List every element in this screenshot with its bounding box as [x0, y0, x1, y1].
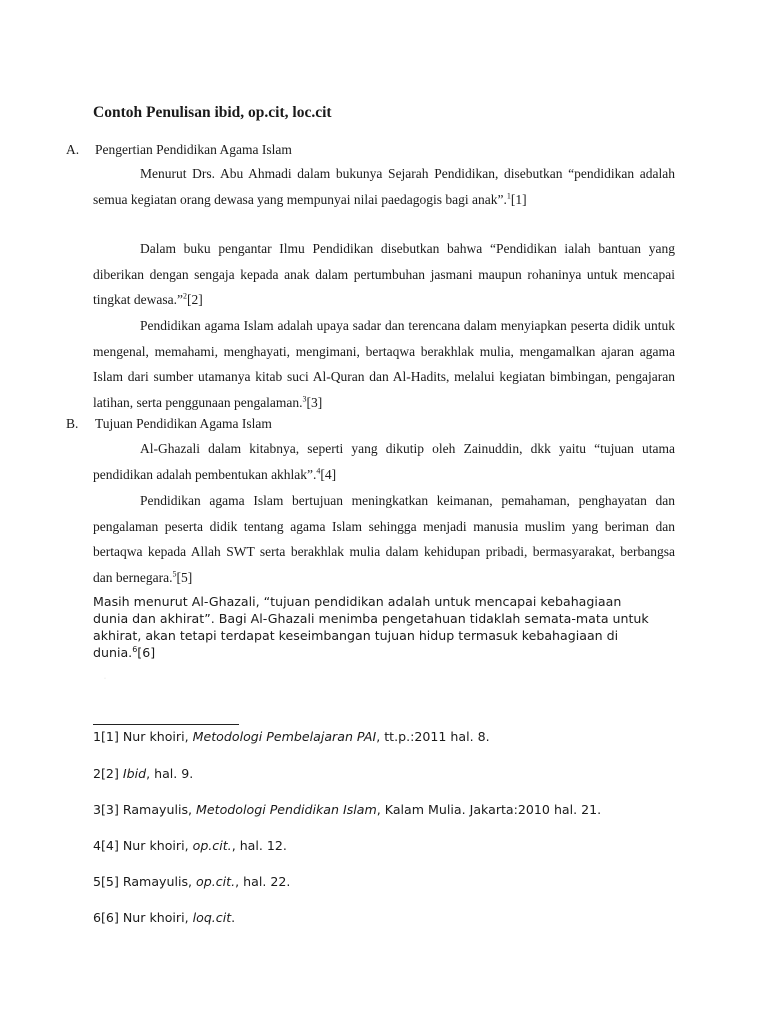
footnote-rest: . [231, 910, 236, 925]
footnote-backlink[interactable]: [2] [101, 766, 119, 781]
footnote-backlink[interactable]: [1] [101, 729, 119, 744]
footnote-link[interactable]: [3] [306, 394, 323, 410]
footnote-separator [93, 724, 239, 725]
footnote-author: Nur khoiri, [118, 838, 193, 853]
footnote-rest: , tt.p.:2011 hal. 8. [376, 729, 490, 744]
footnote-number: 1 [93, 729, 102, 744]
paragraph [93, 488, 675, 590]
footnote-backlink[interactable]: [5] [101, 874, 119, 889]
paragraph [93, 161, 675, 212]
footnote-author: Ramayulis, [118, 802, 197, 817]
footnote-title: loq.cit [192, 910, 232, 925]
footnote-link[interactable]: [1] [510, 191, 527, 207]
footnote-rest: , hal. 22. [235, 874, 291, 889]
footnote-marker: 3 [302, 394, 307, 403]
paragraph [93, 313, 675, 415]
footnote-title: Metodologi Pembelajaran PAI [192, 729, 377, 744]
paragraph-text: Pendidikan agama Islam bertujuan meningkatkan keimanan, pemahaman, penghayatan dan pengalaman peserta didik tentang agama Islam sehingga menjadi manusia muslim yang beriman dan bertaqwa kepada Allah SWT serta berakhlak mulia dalam kehidupan pribadi, bermasyarakat, berbangsa dan bernegara. [93, 493, 675, 585]
footnote-author: Nur khoiri, [118, 910, 193, 925]
footnote-link[interactable]: [6] [137, 645, 156, 660]
footnote-backlink[interactable]: [3] [101, 802, 119, 817]
footnote-marker: 4 [316, 466, 321, 475]
footnote-1 [93, 729, 490, 744]
paragraph-text: Pendidikan agama Islam adalah upaya sadar dan terencana dalam menyiapkan peserta didik untuk mengenal, memahami, menghayati, mengimani, bertaqwa berakhlak mulia, mengamalkan ajaran agama Islam dari sumber utamanya kitab suci Al-Quran dan Al-Hadits, melalui kegiatan bimbingan, pengajaran latihan, serta penggunaan pengalaman. [93, 318, 675, 410]
footnote-number: 3 [93, 802, 102, 817]
footnote-rest: , hal. 9. [146, 766, 194, 781]
paragraph-extra [93, 593, 653, 661]
footnote-number: 6 [93, 910, 102, 925]
footnote-backlink[interactable]: [4] [101, 838, 119, 853]
footnote-rest: , hal. 12. [231, 838, 287, 853]
footnote-5 [93, 874, 290, 889]
footnote-number: 2 [93, 766, 102, 781]
footnote-title: op.cit. [196, 874, 236, 889]
footnote-2 [93, 766, 193, 781]
document-title: Contoh Penulisan ibid, op.cit, loc.cit [93, 104, 332, 121]
paragraph [93, 436, 675, 487]
paragraph-text: Al-Ghazali dalam kitabnya, seperti yang dikutip oleh Zainuddin, dkk yaitu “tujuan utama pendidikan adalah pembentukan akhlak”. [93, 441, 675, 482]
footnote-number: 4 [93, 838, 102, 853]
footnote-6 [93, 910, 235, 925]
section-a-heading [66, 142, 292, 158]
footnote-link[interactable]: [2] [186, 292, 203, 307]
stray-mark: · [104, 676, 106, 682]
footnote-link[interactable]: [5] [176, 569, 193, 585]
footnote-marker: 6 [132, 644, 138, 654]
footnote-title: Metodologi Pendidikan Islam [196, 802, 377, 817]
footnote-4 [93, 838, 287, 853]
footnote-marker: 2 [182, 291, 187, 301]
footnote-author: Nur khoiri, [118, 729, 193, 744]
paragraph [93, 236, 675, 313]
footnote-rest: , Kalam Mulia. Jakarta:2010 hal. 21. [376, 802, 602, 817]
paragraph-text: Dalam buku pengantar Ilmu Pendidikan disebutkan bahwa “Pendidikan ialah bantuan yang diberikan dengan sengaja kepada anak dalam pertumbuhan jasmani maupun rohaninya untuk mencapai tingkat dewasa.” [93, 241, 675, 307]
section-heading-text: Pengertian Pendidikan Agama Islam [95, 142, 292, 157]
footnote-author: Ramayulis, [118, 874, 197, 889]
footnote-link[interactable]: [4] [320, 466, 337, 482]
footnote-marker: 1 [506, 191, 511, 200]
paragraph-text: Menurut Drs. Abu Ahmadi dalam bukunya Sejarah Pendidikan, disebutkan “pendidikan adalah semua kegiatan orang dewasa yang mempunyai nilai paedagogis bagi anak”. [93, 166, 675, 207]
footnote-title: Ibid [122, 766, 147, 781]
footnote-backlink[interactable]: [6] [101, 910, 119, 925]
footnote-number: 5 [93, 874, 102, 889]
section-letter: B. [66, 416, 79, 431]
footnote-marker: 5 [172, 569, 177, 578]
footnote-3 [93, 802, 601, 817]
footnote-title: op.cit. [192, 838, 232, 853]
section-b-heading [66, 416, 272, 432]
section-letter: A. [66, 142, 80, 157]
paragraph-text: Masih menurut Al-Ghazali, “tujuan pendidikan adalah untuk mencapai kebahagiaan dunia dan akhirat”. Bagi Al-Ghazali menimba pengetahuan tidaklah semata-mata untuk akhirat, akan tetapi terdapat keseimbangan tujuan hidup termasuk kebahagiaan di dunia. [93, 594, 649, 660]
section-heading-text: Tujuan Pendidikan Agama Islam [95, 416, 272, 431]
